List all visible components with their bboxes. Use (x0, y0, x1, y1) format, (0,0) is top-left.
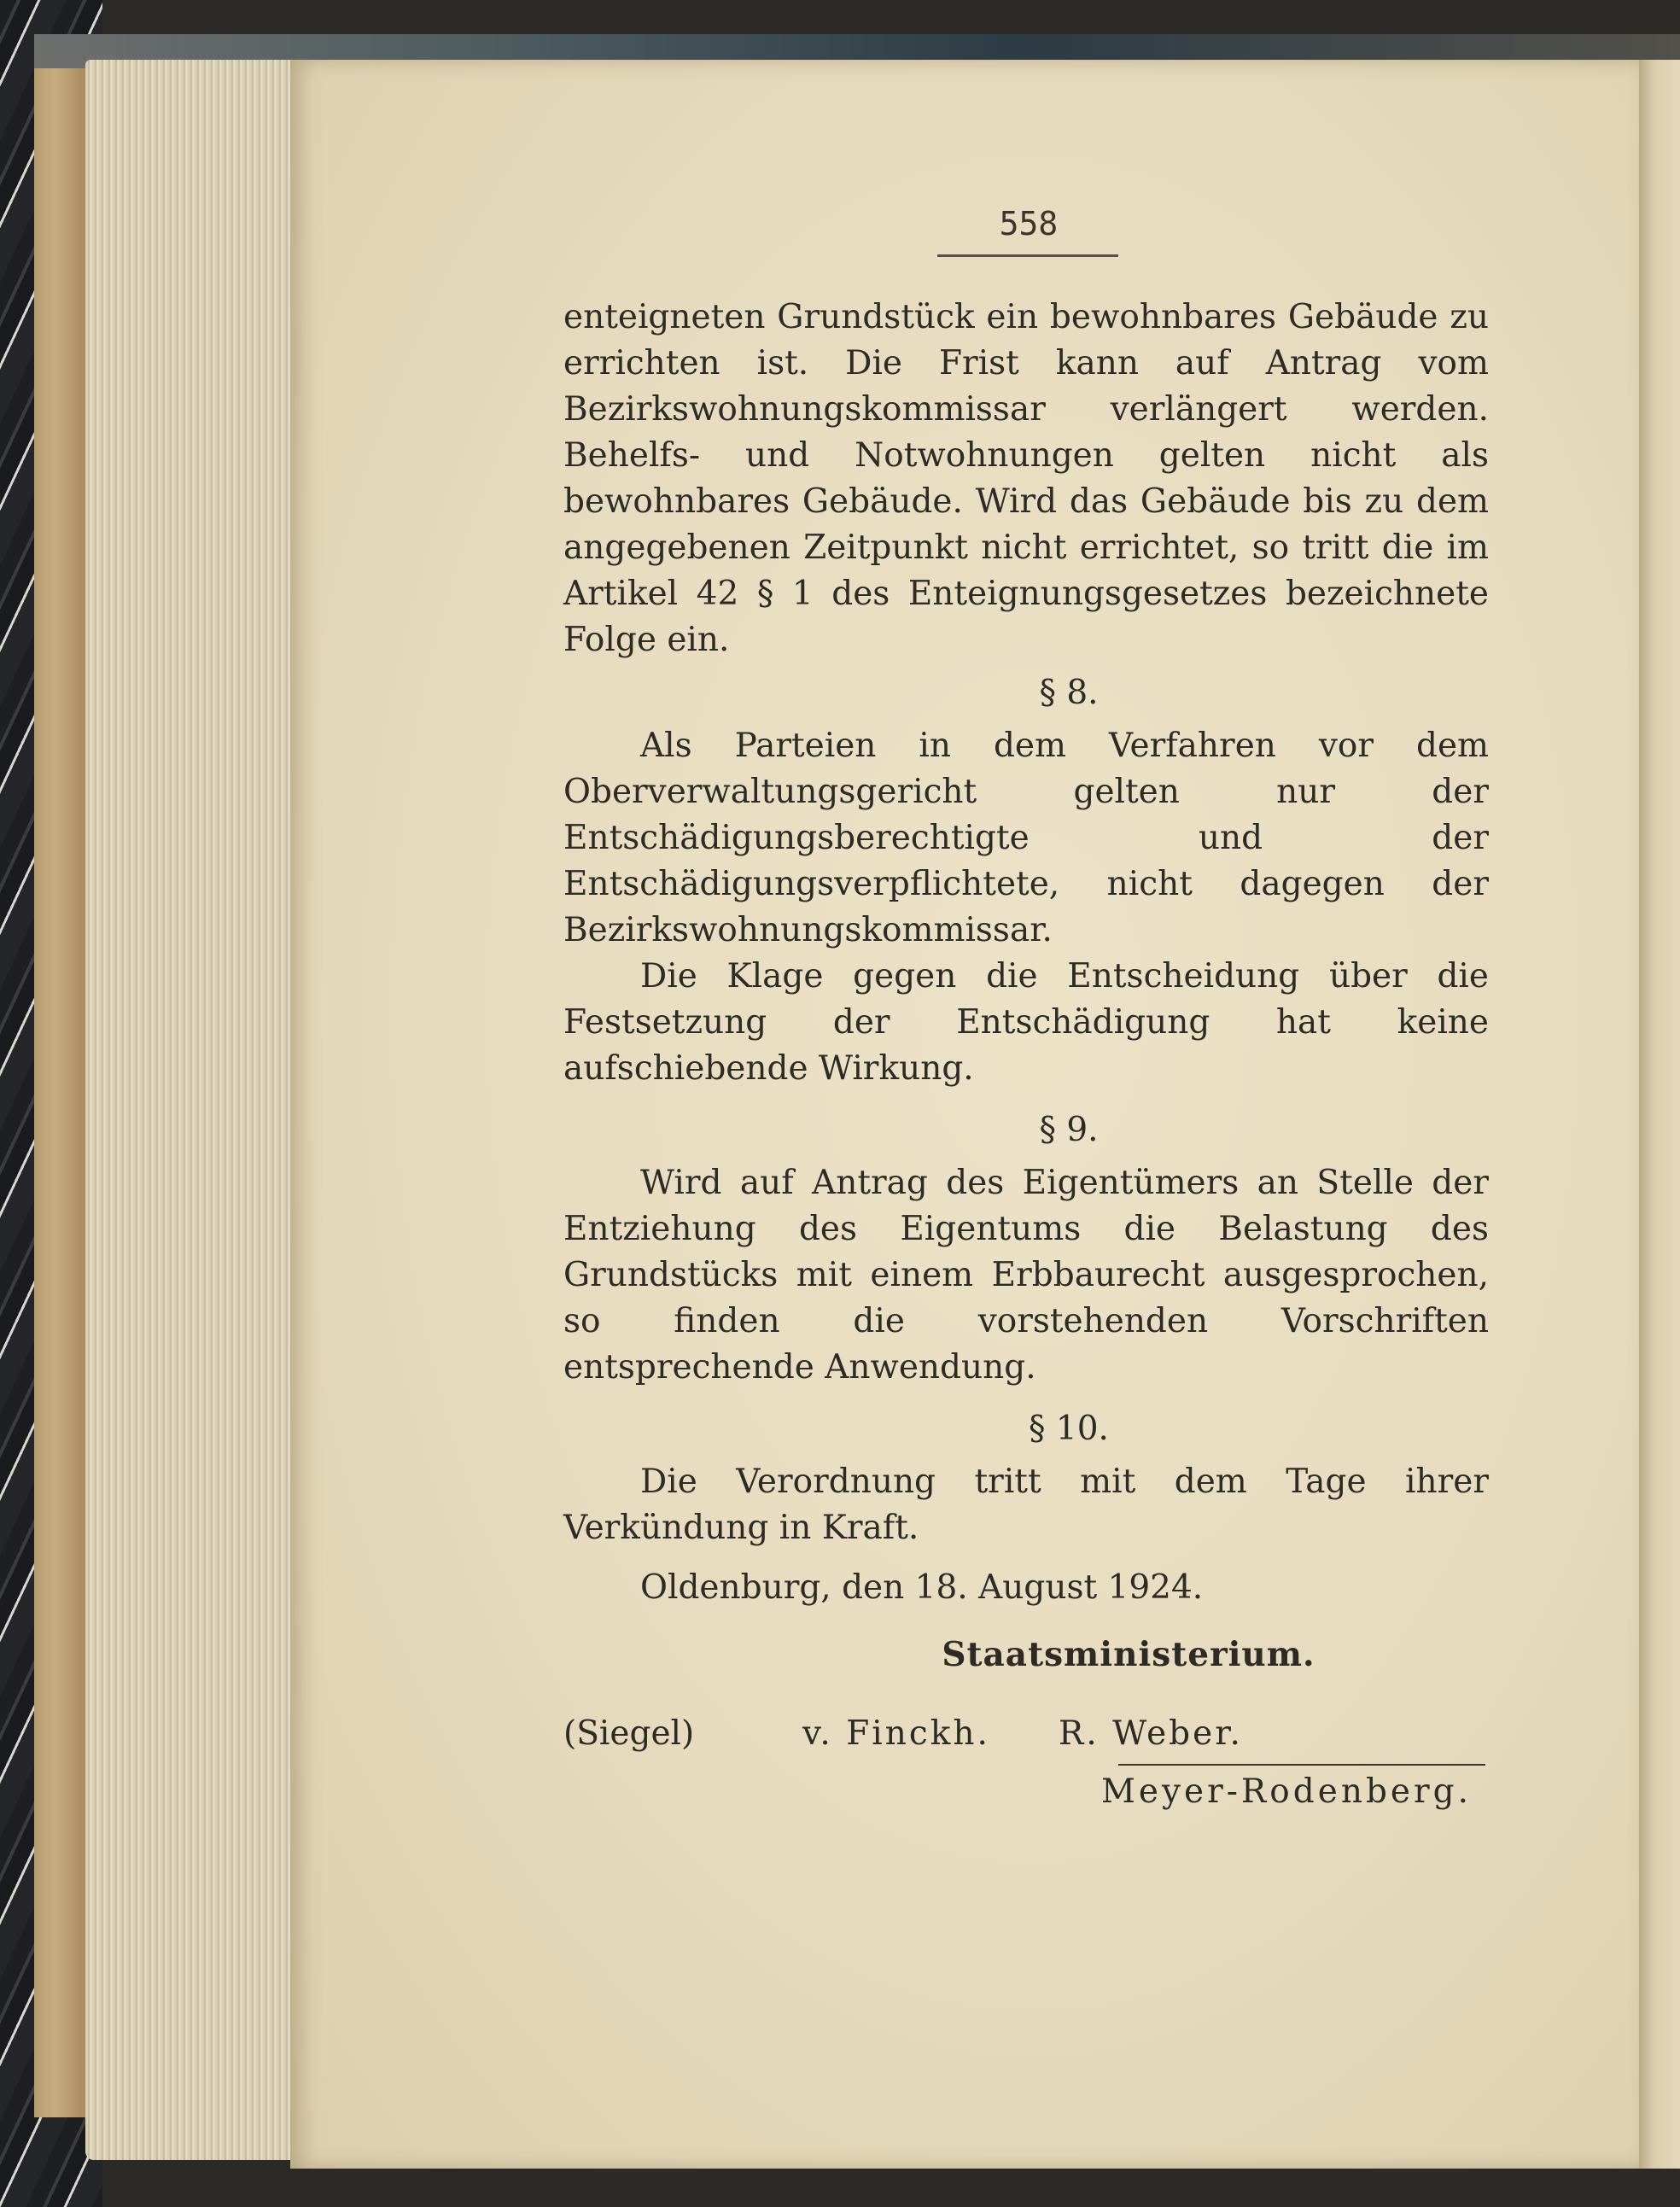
page-number-rule (937, 254, 1118, 257)
signature-rule (1118, 1764, 1485, 1766)
section-heading-9: § 9. (1039, 1111, 1099, 1149)
page-stack (85, 60, 307, 2160)
cover-edge (34, 34, 85, 2117)
ministry-title: Staatsministerium. (942, 1635, 1315, 1674)
continuation-paragraph: enteigneten Grundstück ein bewohnbares Gebäude zu errichten ist. Die Frist kann auf Antrag vom Bezirkswohnungskommissar verlängert werden. Behelfs- und Notwohnungen gelten nicht als bewohnbares Gebäude. Wird das Gebäude bis zu dem angegebenen Zeitpunkt nicht errichtet, so tritt die im Artikel 42 § 1 des Enteignungsgesetzes bezeichnete Folge ein. (563, 298, 1489, 659)
page-body (563, 295, 1489, 1848)
section-heading-10: § 10. (1029, 1410, 1109, 1448)
page-number: 558 (999, 205, 1059, 242)
signer-weber: R. Weber. (1059, 1714, 1243, 1753)
signer-finckh: v. Finckh. (802, 1714, 990, 1753)
place-date: Oldenburg, den 18. August 1924. (640, 1568, 1204, 1607)
signature-line (563, 1711, 1489, 1757)
facing-page-edge (1639, 60, 1680, 2169)
section-10-paragraph-1: Die Verordnung tritt mit dem Tage ihrer Verkündung in Kraft. (563, 1463, 1489, 1547)
section-9-paragraph-1: Wird auf Antrag des Eigentümers an Stelle der Entziehung des Eigentums die Belastung des Grundstücks mit einem Erbbaurecht ausgesprochen, so finden die vorstehenden Vorschriften entsprechende Anwendung. (563, 1164, 1489, 1387)
section-heading-8: § 8. (1039, 674, 1099, 712)
seal-label: (Siegel) (563, 1714, 695, 1753)
section-8-paragraph-2: Die Klage gegen die Entscheidung über die Festsetzung der Entschädigung hat keine aufschiebende Wirkung. (563, 957, 1489, 1088)
signer-meyer-rodenberg: Meyer-Rodenberg. (1100, 1772, 1472, 1811)
section-8-paragraph-1: Als Parteien in dem Verfahren vor dem Oberverwaltungsgericht gelten nur der Entschädigungsberechtigte und der Entschädigungsverpflichtete, nicht dagegen der Bezirkswohnungskommissar. (563, 727, 1489, 949)
